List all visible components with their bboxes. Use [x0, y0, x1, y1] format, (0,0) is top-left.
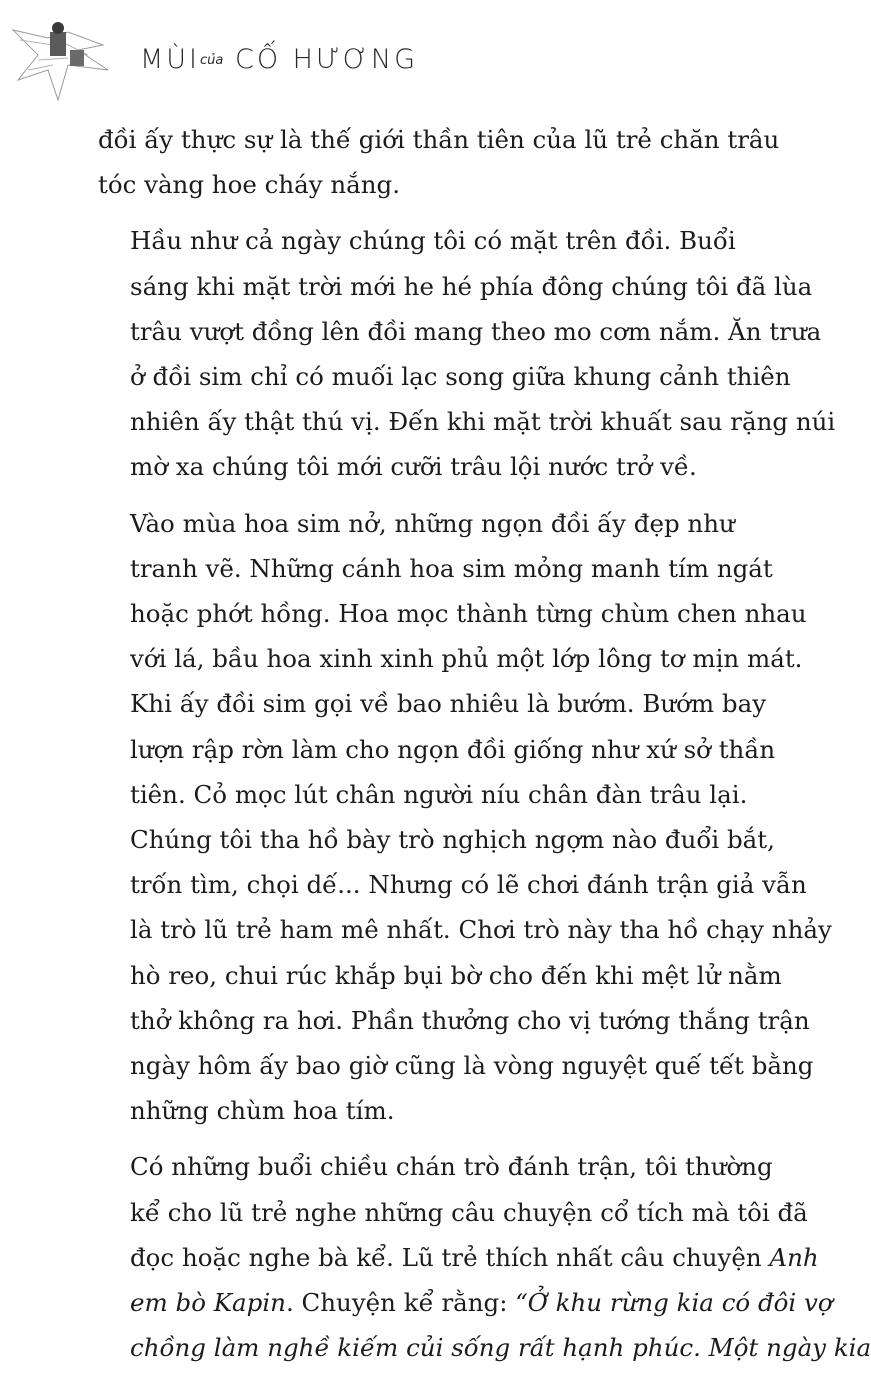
running-title [140, 44, 418, 75]
text-line: sáng khi mặt trời mới he hé phía đông chúng tôi đã lùa [130, 271, 813, 301]
text-line: trốn tìm, chọi dế... Nhưng có lẽ chơi đánh trận giả vẫn [130, 870, 807, 900]
italic-quote: chồng làm nghề kiếm củi sống rất hạnh phúc. Một ngày kia [130, 1333, 871, 1363]
text-line: hoặc phớt hồng. Hoa mọc thành từng chùm chen nhau [130, 599, 807, 629]
text-line: đồi ấy thực sự là thế giới thần tiên của lũ trẻ chăn trâu [98, 125, 780, 154]
text-line: những chùm hoa tím. [130, 1096, 395, 1126]
text-line [98, 1280, 833, 1325]
text-line: nhiên ấy thật thú vị. Đến khi mặt trời khuất sau rặng núi [130, 407, 836, 437]
text-line: thở không ra hơi. Phần thưởng cho vị tướng thắng trận [130, 1005, 810, 1035]
text-line: tiên. Cỏ mọc lút chân người níu chân đàn trâu lại. [130, 779, 748, 809]
text-line: Vào mùa hoa sim nở, những ngọn đồi ấy đẹp như [130, 508, 735, 538]
text-line: hò reo, chui rúc khắp bụi bờ cho đến khi mệt lử nằm [130, 960, 782, 990]
text-line: ở đồi sim chỉ có muối lạc song giữa khung cảnh thiên [130, 362, 791, 392]
text-line: ngày hôm ấy bao giờ cũng là vòng nguyệt quế tết bằng [130, 1051, 814, 1081]
text-line: Chúng tôi tha hồ bày trò nghịch ngợm nào đuổi bắt, [130, 825, 775, 855]
text-line: với lá, bầu hoa xinh xinh phủ một lớp lông tơ mịn mát. [130, 644, 803, 674]
italic-title: em bò Kapin [130, 1288, 286, 1318]
title-part-1: MÙI [140, 44, 201, 75]
text-line: mờ xa chúng tôi mới cưỡi trâu lội nước trở về. [130, 452, 697, 482]
italic-title: Anh [769, 1242, 819, 1272]
figure-sketch-icon [8, 10, 118, 109]
paragraph [98, 218, 836, 489]
paragraph [98, 501, 832, 1134]
text-line: kể cho lũ trẻ nghe những câu chuyện cổ tích mà tôi đã [130, 1197, 808, 1227]
page-header [0, 0, 800, 120]
title-part-2: CỐ HƯƠNG [234, 44, 419, 75]
title-small: của [200, 53, 224, 68]
text-line [98, 1235, 819, 1280]
text-line [98, 1325, 871, 1370]
text-line: trâu vượt đồng lên đồi mang theo mo cơm nắm. Ăn trưa [130, 316, 822, 346]
paragraph [98, 1144, 871, 1370]
text-line: tranh vẽ. Những cánh hoa sim mỏng manh tím ngát [130, 553, 773, 583]
text-line: là trò lũ trẻ ham mê nhất. Chơi trò này tha hồ chạy nhảy [130, 915, 832, 945]
text-line: tóc vàng hoe cháy nắng. [98, 170, 400, 200]
page-body [98, 117, 871, 1381]
text-line: Hầu như cả ngày chúng tôi có mặt trên đồi. Buổi [130, 226, 736, 256]
italic-quote: “Ở khu rừng kia có đôi vợ [515, 1288, 833, 1318]
text-line: lượn rập rờn làm cho ngọn đồi giống như xứ sở thần [130, 734, 776, 764]
text-line: Khi ấy đồi sim gọi về bao nhiêu là bướm. Bướm bay [130, 689, 767, 719]
text-segment: đọc hoặc nghe bà kể. Lũ trẻ thích nhất câu chuyện [130, 1242, 762, 1272]
text-line: Có những buổi chiều chán trò đánh trận, tôi thường [130, 1152, 773, 1182]
paragraph [98, 117, 780, 207]
text-segment: . Chuyện kể rằng: [285, 1288, 516, 1318]
